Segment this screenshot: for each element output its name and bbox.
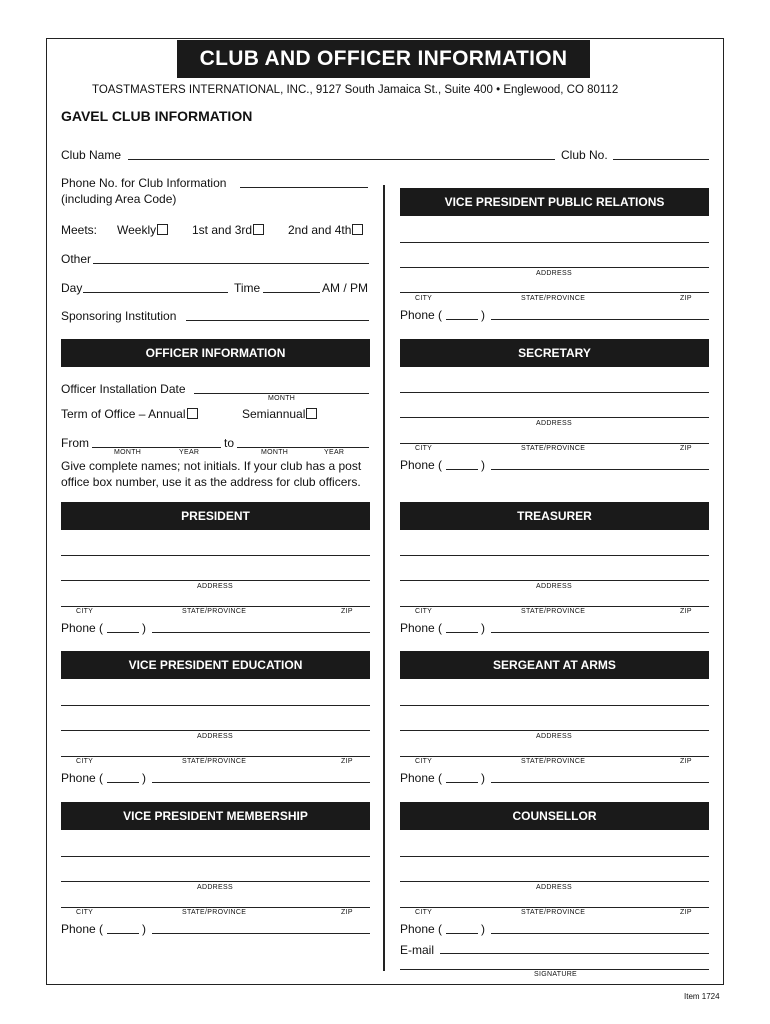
secretary-phone-label: Phone ( — [400, 458, 443, 472]
vp-edu-phone-close: ) — [142, 771, 146, 785]
vp-pr-state-caption: STATE/PROVINCE — [521, 295, 586, 302]
treasurer-state-caption: STATE/PROVINCE — [521, 608, 586, 615]
day-label: Day — [61, 281, 83, 295]
officer-note-line1: Give complete names; not initials. If your club has a post — [61, 459, 362, 473]
vp-pr-heading: VICE PRESIDENT PUBLIC RELATIONS — [400, 188, 709, 216]
form-title: CLUB AND OFFICER INFORMATION — [177, 40, 590, 78]
president-name-field[interactable] — [61, 555, 370, 556]
president-state-caption: STATE/PROVINCE — [182, 608, 247, 615]
counsellor-phone-label: Phone ( — [400, 922, 443, 936]
vp-mem-state-caption: STATE/PROVINCE — [182, 909, 247, 916]
president-zip-caption: ZIP — [341, 608, 353, 615]
time-field[interactable] — [263, 292, 320, 293]
counsellor-address-caption: ADDRESS — [536, 884, 572, 891]
gavel-heading: GAVEL CLUB INFORMATION — [61, 108, 253, 124]
vp-pr-city-caption: CITY — [415, 295, 433, 302]
officer-note-line2: office box number, use it as the address for club officers. — [61, 475, 361, 489]
secretary-state-caption: STATE/PROVINCE — [521, 445, 586, 452]
vp-pr-phone-close: ) — [481, 308, 485, 322]
counsellor-signature-field[interactable] — [400, 969, 709, 970]
treasurer-phone-label: Phone ( — [400, 621, 443, 635]
vp-mem-zip-caption: ZIP — [341, 909, 353, 916]
second-fourth-option[interactable]: 2nd and 4th — [288, 223, 363, 237]
vp-mem-heading: VICE PRESIDENT MEMBERSHIP — [61, 802, 370, 830]
president-phone-close: ) — [142, 621, 146, 635]
vp-edu-area-code-field[interactable] — [107, 782, 139, 783]
counsellor-phone-close: ) — [481, 922, 485, 936]
vp-edu-phone-label: Phone ( — [61, 771, 104, 785]
counsellor-name-field[interactable] — [400, 856, 709, 857]
weekly-option[interactable]: Weekly — [117, 223, 168, 237]
vp-mem-phone-close: ) — [142, 922, 146, 936]
annual-checkbox[interactable] — [187, 408, 198, 419]
to-month-caption: MONTH — [261, 449, 289, 456]
to-field[interactable] — [237, 447, 369, 448]
org-address: TOASTMASTERS INTERNATIONAL, INC., 9127 South Jamaica St., Suite 400 • Englewood, CO 80112 — [92, 84, 619, 96]
treasurer-city-caption: CITY — [415, 608, 433, 615]
president-city-caption: CITY — [76, 608, 94, 615]
counsellor-heading: COUNSELLOR — [400, 802, 709, 830]
secretary-name-field[interactable] — [400, 392, 709, 393]
treasurer-name-field[interactable] — [400, 555, 709, 556]
club-no-field[interactable] — [613, 159, 709, 160]
treasurer-address-field[interactable] — [400, 580, 709, 581]
first-third-checkbox[interactable] — [253, 224, 264, 235]
second-fourth-checkbox[interactable] — [352, 224, 363, 235]
from-year-caption: YEAR — [179, 449, 200, 456]
vp-edu-zip-caption: ZIP — [341, 758, 353, 765]
vp-pr-address-caption: ADDRESS — [536, 270, 572, 277]
sergeant-state-caption: STATE/PROVINCE — [521, 758, 586, 765]
president-phone-field[interactable] — [152, 632, 370, 633]
secretary-city-field[interactable] — [400, 443, 709, 444]
first-third-option[interactable]: 1st and 3rd — [192, 223, 264, 237]
secretary-address-field[interactable] — [400, 417, 709, 418]
sergeant-address-caption: ADDRESS — [536, 733, 572, 740]
secretary-address-caption: ADDRESS — [536, 420, 572, 427]
vp-mem-address-field[interactable] — [61, 881, 370, 882]
treasurer-address-caption: ADDRESS — [536, 583, 572, 590]
counsellor-state-caption: STATE/PROVINCE — [521, 909, 586, 916]
president-address-caption: ADDRESS — [197, 583, 233, 590]
counsellor-zip-caption: ZIP — [680, 909, 692, 916]
sergeant-address-field[interactable] — [400, 730, 709, 731]
vp-pr-city-field[interactable] — [400, 292, 709, 293]
install-date-label: Officer Installation Date — [61, 382, 186, 396]
club-phone-label: Phone No. for Club Information — [61, 176, 227, 190]
item-number: Item 1724 — [684, 992, 720, 1001]
treasurer-area-code-field[interactable] — [446, 632, 478, 633]
ampm-label: AM / PM — [322, 281, 369, 295]
sponsor-field[interactable] — [186, 320, 369, 321]
meets-label: Meets: — [61, 223, 98, 237]
club-name-field[interactable] — [128, 159, 555, 160]
from-month-caption: MONTH — [114, 449, 142, 456]
president-city-field[interactable] — [61, 606, 370, 607]
secretary-heading: SECRETARY — [400, 339, 709, 367]
vp-pr-address-field[interactable] — [400, 267, 709, 268]
counsellor-phone-field[interactable] — [491, 933, 709, 934]
secretary-area-code-field[interactable] — [446, 469, 478, 470]
term-annual-option[interactable]: Term of Office – Annual — [61, 407, 198, 421]
vp-pr-area-code-field[interactable] — [446, 319, 478, 320]
from-field[interactable] — [92, 447, 221, 448]
day-field[interactable] — [83, 292, 228, 293]
sergeant-phone-field[interactable] — [491, 782, 709, 783]
vp-edu-heading: VICE PRESIDENT EDUCATION — [61, 651, 370, 679]
secretary-phone-field[interactable] — [491, 469, 709, 470]
sergeant-zip-caption: ZIP — [680, 758, 692, 765]
vp-pr-name-field[interactable] — [400, 242, 709, 243]
time-label: Time — [234, 281, 261, 295]
vp-mem-city-caption: CITY — [76, 909, 94, 916]
club-name-label: Club Name — [61, 148, 122, 162]
vp-pr-phone-field[interactable] — [491, 319, 709, 320]
president-phone-label: Phone ( — [61, 621, 104, 635]
from-label: From — [61, 436, 89, 450]
sergeant-city-caption: CITY — [415, 758, 433, 765]
president-heading: PRESIDENT — [61, 502, 370, 530]
vp-edu-city-field[interactable] — [61, 756, 370, 757]
vp-mem-name-field[interactable] — [61, 856, 370, 857]
install-month-caption: MONTH — [268, 395, 296, 402]
vp-pr-phone-label: Phone ( — [400, 308, 443, 322]
vp-edu-name-field[interactable] — [61, 705, 370, 706]
sergeant-heading: SERGEANT AT ARMS — [400, 651, 709, 679]
semiannual-checkbox[interactable] — [306, 408, 317, 419]
treasurer-zip-caption: ZIP — [680, 608, 692, 615]
sergeant-city-field[interactable] — [400, 756, 709, 757]
president-area-code-field[interactable] — [107, 632, 139, 633]
counsellor-city-caption: CITY — [415, 909, 433, 916]
install-date-field[interactable] — [194, 393, 369, 394]
vp-mem-phone-field[interactable] — [152, 933, 370, 934]
column-divider — [383, 185, 385, 971]
counsellor-area-code-field[interactable] — [446, 933, 478, 934]
vp-edu-city-caption: CITY — [76, 758, 94, 765]
to-year-caption: YEAR — [324, 449, 345, 456]
vp-edu-address-caption: ADDRESS — [197, 733, 233, 740]
treasurer-phone-close: ) — [481, 621, 485, 635]
vp-pr-zip-caption: ZIP — [680, 295, 692, 302]
vp-edu-address-field[interactable] — [61, 730, 370, 731]
other-field[interactable] — [93, 263, 369, 264]
weekly-checkbox[interactable] — [157, 224, 168, 235]
vp-mem-area-code-field[interactable] — [107, 933, 139, 934]
vp-edu-state-caption: STATE/PROVINCE — [182, 758, 247, 765]
counsellor-address-field[interactable] — [400, 881, 709, 882]
counsellor-email-field[interactable] — [440, 953, 709, 954]
signature-caption: SIGNATURE — [534, 971, 578, 978]
sergeant-name-field[interactable] — [400, 705, 709, 706]
secretary-zip-caption: ZIP — [680, 445, 692, 452]
treasurer-phone-field[interactable] — [491, 632, 709, 633]
semiannual-option[interactable]: Semiannual — [242, 407, 317, 421]
sergeant-phone-close: ) — [481, 771, 485, 785]
vp-mem-city-field[interactable] — [61, 907, 370, 908]
sergeant-phone-label: Phone ( — [400, 771, 443, 785]
sergeant-area-code-field[interactable] — [446, 782, 478, 783]
sponsor-label: Sponsoring Institution — [61, 309, 177, 323]
other-label: Other — [61, 252, 92, 266]
club-no-label: Club No. — [561, 148, 608, 162]
club-phone-sublabel: (including Area Code) — [61, 192, 177, 206]
vp-mem-phone-label: Phone ( — [61, 922, 104, 936]
secretary-city-caption: CITY — [415, 445, 433, 452]
secretary-phone-close: ) — [481, 458, 485, 472]
treasurer-city-field[interactable] — [400, 606, 709, 607]
officer-info-heading: OFFICER INFORMATION — [61, 339, 370, 367]
club-phone-field[interactable] — [240, 187, 368, 188]
to-label: to — [224, 436, 235, 450]
counsellor-email-label: E-mail — [400, 943, 435, 957]
vp-mem-address-caption: ADDRESS — [197, 884, 233, 891]
treasurer-heading: TREASURER — [400, 502, 709, 530]
president-address-field[interactable] — [61, 580, 370, 581]
counsellor-city-field[interactable] — [400, 907, 709, 908]
vp-edu-phone-field[interactable] — [152, 782, 370, 783]
